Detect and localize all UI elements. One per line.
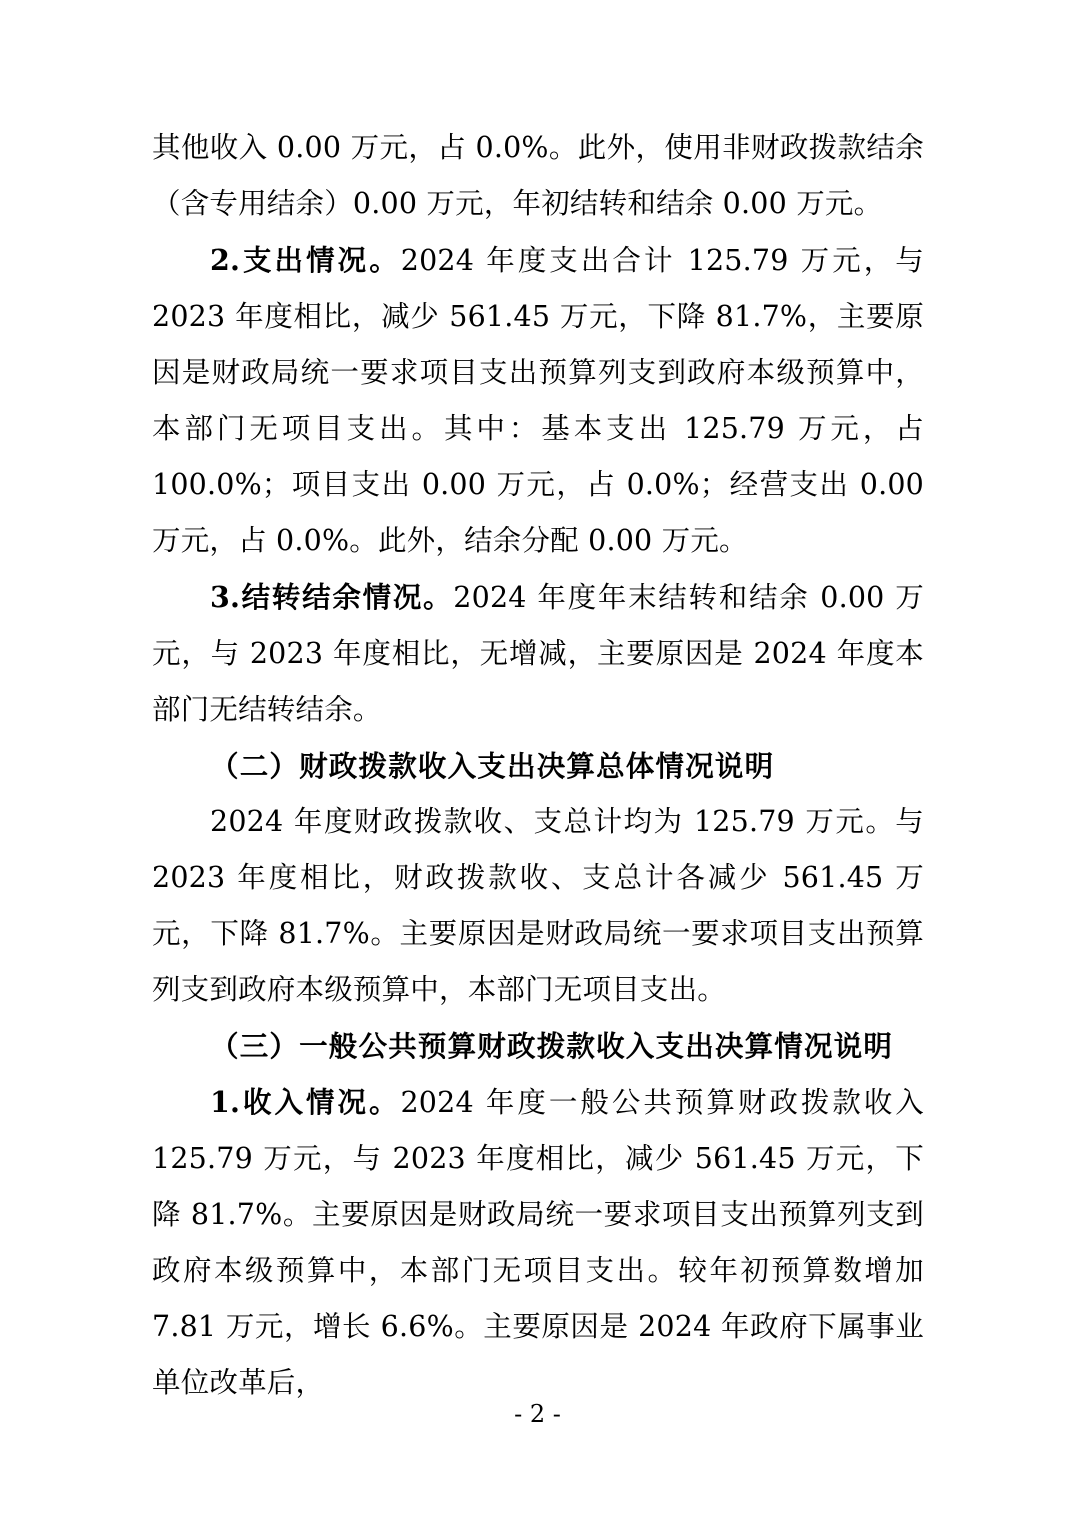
paragraph-text: 其他收入 0.00 万元，占 0.0%。此外，使用非财政拨款结余（含专用结余）0.00 万元，年初结转和结余 0.00 万元。 — [152, 131, 924, 220]
paragraph-text: 2024 年度一般公共预算财政拨款收入 125.79 万元，与 2023 年度相比，减少 561.45 万元，下降 81.7%。主要原因是财政局统一要求项目支出预算列支到政府本级预算中，本部门无项目支出。较年初预算数增加 7.81 万元，增长 6.6%。主要原因是 2024 年政府下属事业单位改革后， — [152, 1086, 925, 1399]
paragraph-text: 2024 年度年末结转和结余 0.00 万元，与 2023 年度相比，无增减，主要原因是 2024 年度本部门无结转结余。 — [152, 581, 924, 726]
paragraph-fiscal-appropriation-total — [152, 794, 924, 1018]
heading-text: （二）财政拨款收入支出决算总体情况说明 — [210, 749, 775, 783]
paragraph-lead: 2.支出情况。 — [210, 243, 401, 277]
paragraph-text: 2024 年度支出合计 125.79 万元，与 2023 年度相比，减少 561.45 万元，下降 81.7%，主要原因是财政局统一要求项目支出预算列支到政府本级预算中，本部门无项目支出。其中：基本支出 125.79 万元，占 100.0%；项目支出 0.00 万元，占 0.0%；经营支出 0.00 万元，占 0.0%。此外，结余分配 0.00 万元。 — [152, 244, 925, 557]
paragraph-lead: 1.收入情况。 — [210, 1085, 401, 1119]
paragraph-expenditure — [152, 232, 924, 569]
section-heading-two — [152, 738, 924, 794]
section-heading-three — [152, 1018, 924, 1074]
paragraph-other-income — [152, 120, 924, 232]
paragraph-carryover — [152, 569, 924, 738]
page-body — [152, 120, 924, 1411]
paragraph-income-situation — [152, 1074, 924, 1411]
paragraph-text: 2024 年度财政拨款收、支总计均为 125.79 万元。与 2023 年度相比，财政拨款收、支总计各减少 561.45 万元，下降 81.7%。主要原因是财政局统一要求项目支出预算列支到政府本级预算中，本部门无项目支出。 — [152, 805, 924, 1006]
page-number: - 2 - — [514, 1400, 561, 1428]
paragraph-lead: 3.结转结余情况。 — [210, 580, 454, 614]
heading-text: （三）一般公共预算财政拨款收入支出决算情况说明 — [210, 1029, 894, 1063]
